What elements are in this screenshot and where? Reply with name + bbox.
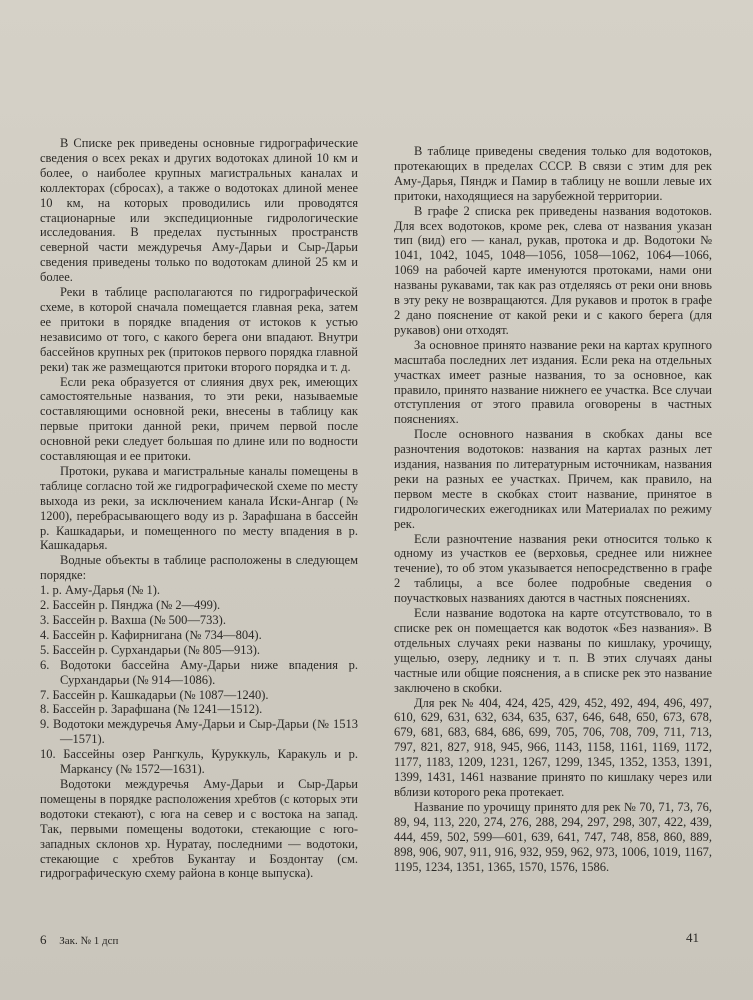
paragraph: В таблице приведены сведения только для водотоков, протекающих в пределах СССР. В связи с этим для рек Аму-Дарья, Пяндж и Памир в таблицу не вошли левые их притоки, находящиеся на зарубежной территории. xyxy=(394,144,712,203)
list-item: 9. Водотоки междуречья Аму-Дарьи и Сыр-Дарьи (№ 1513—1571). xyxy=(40,717,358,747)
paragraph: Если название водотока на карте отсутствовало, то в списке рек он помещается как водоток «Без названия». В отдельных случаях реки названы по кишлаку, урочищу, ущелью, озеру, леднику и т. п. В этих случаях даны частные или общие пояснения, а в списке рек это название заключено в скобки. xyxy=(394,606,712,695)
list-item: 4. Бассейн р. Кафирнигана (№ 734—804). xyxy=(40,627,262,642)
list-item: 1. р. Аму-Дарья (№ 1). xyxy=(40,583,161,598)
paragraph: За основное принято название реки на картах крупного масштаба последних лет издания. Если река на отдельных участках имеет разные названия, то за основное, как правило, принято название нижнего ее участка. Все случаи отступления от этого правила оговорены в частных пояснениях. xyxy=(394,337,712,427)
list-item: 10. Бассейны озер Рангкуль, Куруккуль, Каракуль и р. Маркансу (№ 1572—1631). xyxy=(40,747,358,777)
paragraph: После основного названия в скобках даны все разночтения водотоков: названия на картах разных лет издания, названия по литературным источникам, названия реки на разных ее участках. Причем, как правило, на первом месте в скобках стоит название, принятое в гидрологических ежегодниках или Материалах по режиму рек. xyxy=(394,427,712,531)
paragraph: Реки в таблице располагаются по гидрографической схеме, в которой сначала помещается главная река, затем ее притоки в порядке впадения от истоков к устью независимо от того, с какого берега они впадают. Внутри бассейнов крупных рек (притоков первого порядка главной реки) так же размещаются притоки второго порядка и т. д. xyxy=(40,285,358,374)
paragraph: Водотоки междуречья Аму-Дарьи и Сыр-Дарьи помещены в порядке расположения хребтов (с которых эти водотоки стекают), с юга на север и с востока на запад. Так, первыми помещены водотоки, стекающие с юго-западных склонов хр. Нуратау, последними — водотоки, стекающие с хребтов Букантау и Боздонтау (см. гидрографическую схему района в конце выпуска). xyxy=(40,776,358,881)
paragraph: Для рек № 404, 424, 425, 429, 452, 492, 494, 496, 497, 610, 629, 631, 632, 634, 635, 637, 646, 648, 650, 673, 678, 679, 681, 683, 684, 686, 699, 705, 706, 708, 709, 711, 713, 797, 821, 827, 918, 945, 966, 1143, 1158, 1161, 1169, 1172, 1177, 1183, 1209, 1231, 1267, 1299, 1345, 1352, 1353, 1391, 1399, 1431, 1461 название принято по кишлаку через или вблизи которого река протекает. xyxy=(394,695,712,799)
paragraph: Водные объекты в таблице расположены в следующем порядке: xyxy=(40,553,358,583)
signature-number: 6 xyxy=(40,932,47,947)
paragraph: Протоки, рукава и магистральные каналы помещены в таблице согласно той же гидрографической схеме по месту выхода из реки, за исключением канала Иски-Ангар (№ 1200), перебрасывающего воду из р. Зарафшана в бассейн р. Кашкадарьи, и помещенного по месту впадения в р. Кашкадарья. xyxy=(40,463,358,553)
list-item: 2. Бассейн р. Пянджа (№ 2—499). xyxy=(40,598,221,613)
page-number: 41 xyxy=(686,930,699,945)
paragraph: В Списке рек приведены основные гидрографические сведения о всех реках и других водотоках длиной 10 км и более, о наиболее крупных магистральных каналах и коллекторах (сбросах), а также о водотоках длиной менее 10 км, на которых проводились или проводятся стационарные или экспедиционные гидрологические исследования. В пределах пустынных пространств северной части междуречья Аму-Дарьи и Сыр-Дарьи сведения приведены только по водотокам длиной 25 км и более. xyxy=(40,136,358,285)
paragraph: Если река образуется от слияния двух рек, имеющих самостоятельные названия, то эти реки, называемые составляющими основной реки, внесены в таблицу как первые притоки данной реки, причем первой после основной реки следует большая по длине или по водности составляющая и ее притоки. xyxy=(40,374,358,464)
footer-signature xyxy=(40,932,118,948)
list-item: 8. Бассейн р. Зарафшана (№ 1241—1512). xyxy=(40,702,263,717)
list-item: 5. Бассейн р. Сурхандарьи (№ 805—913). xyxy=(40,642,261,657)
paragraph: В графе 2 списка рек приведены названия водотоков. Для всех водотоков, кроме рек, слева от названия указан тип (вид) его — канал, рукав, протока и др. Водотоки № 1041, 1042, 1045, 1048—1056, 1058—1062, 1064—1066, 1069 на рабочей карте именуются протоками, нами они названы рукавами, так как раз отделяясь от реки они вновь в эту реку не возвращаются. Для рукавов и проток в графе 2 дано пояснение от какой реки и с какого берега (для рукавов) они отходят. xyxy=(394,203,712,337)
order-note: Зак. № 1 дсп xyxy=(59,935,119,947)
list-item: 7. Бассейн р. Кашкадарьи (№ 1087—1240). xyxy=(40,687,269,702)
left-column xyxy=(40,136,358,881)
list-item: 6. Водотоки бассейна Аму-Дарьи ниже впадения р. Сурхандарьи (№ 914—1086). xyxy=(40,657,358,687)
right-column xyxy=(394,144,712,874)
paragraph: Если разночтение названия реки относится только к одному из участков ее (верховья, среднее или нижнее течение), то об этом указывается непосредственно в графе 2 таблицы, а все более подробные сведения о поучастковых названиях даются в частных пояснениях. xyxy=(394,531,712,606)
order-list xyxy=(40,583,358,777)
paragraph: Название по урочищу принято для рек № 70, 71, 73, 76, 89, 94, 113, 220, 274, 276, 288, 294, 297, 298, 307, 422, 439, 444, 459, 502, 599—601, 639, 641, 747, 748, 858, 860, 889, 898, 906, 907, 911, 916, 932, 959, 962, 973, 1006, 1019, 1167, 1195, 1234, 1351, 1365, 1570, 1576, 1586. xyxy=(394,799,712,874)
list-item: 3. Бассейн р. Вахша (№ 500—733). xyxy=(40,613,226,627)
